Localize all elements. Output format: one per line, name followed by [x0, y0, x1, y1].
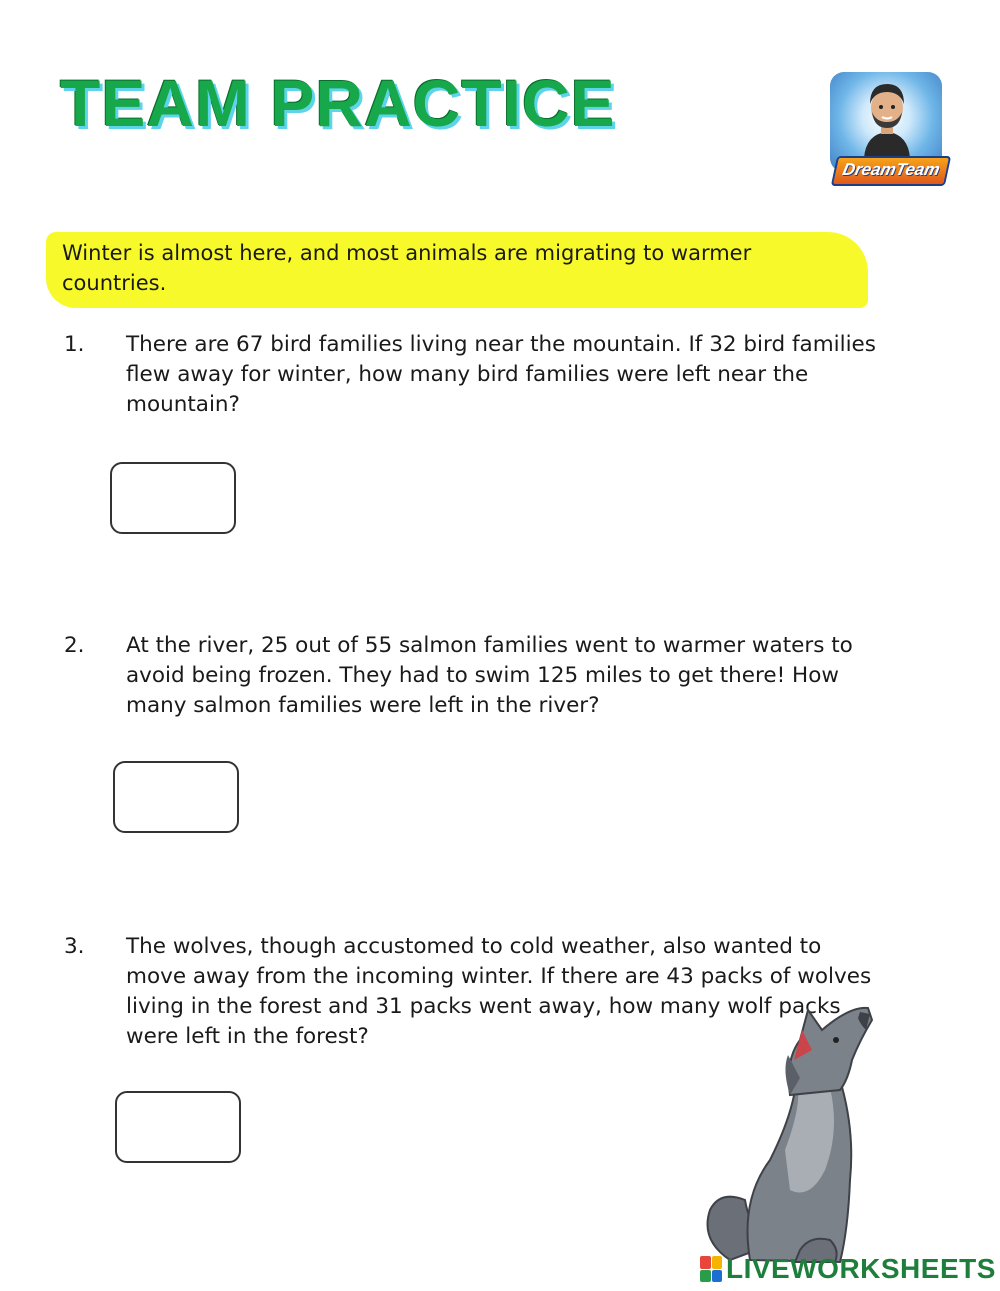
footer-brand: LIVEWORKSHEETS	[726, 1253, 996, 1284]
question-text: The wolves, though accustomed to cold weather, also wanted to move away from the incoming winter. If there are 43 packs of wolves living in the forest and 31 packs went away, how many wolf packs were left in the forest?	[126, 934, 872, 1049]
logo-text: DreamTeam	[831, 156, 951, 186]
worksheet-title: TEAM PRACTICE	[60, 66, 616, 140]
intro-highlight: Winter is almost here, and most animals are migrating to warmer countries.	[46, 232, 868, 308]
liveworksheets-logo-icon	[700, 1256, 722, 1282]
question-text: At the river, 25 out of 55 salmon families went to warmer waters to avoid being frozen. They had to swim 125 miles to get there! How many salmon families were left in the river?	[126, 633, 853, 718]
answer-box-2[interactable]	[113, 761, 239, 833]
answer-box-1[interactable]	[110, 462, 236, 534]
howling-wolf-icon	[690, 1000, 900, 1270]
question-number: 1.	[64, 332, 85, 357]
dreamteam-logo	[826, 68, 946, 188]
question-number: 2.	[64, 633, 85, 658]
liveworksheets-footer	[700, 1252, 996, 1286]
answer-box-3[interactable]	[115, 1091, 241, 1163]
question-text: There are 67 bird families living near the mountain. If 32 bird families flew away for winter, how many bird families were left near the mountain?	[126, 332, 876, 417]
avatar-icon	[856, 78, 918, 158]
question-number: 3.	[64, 934, 85, 959]
